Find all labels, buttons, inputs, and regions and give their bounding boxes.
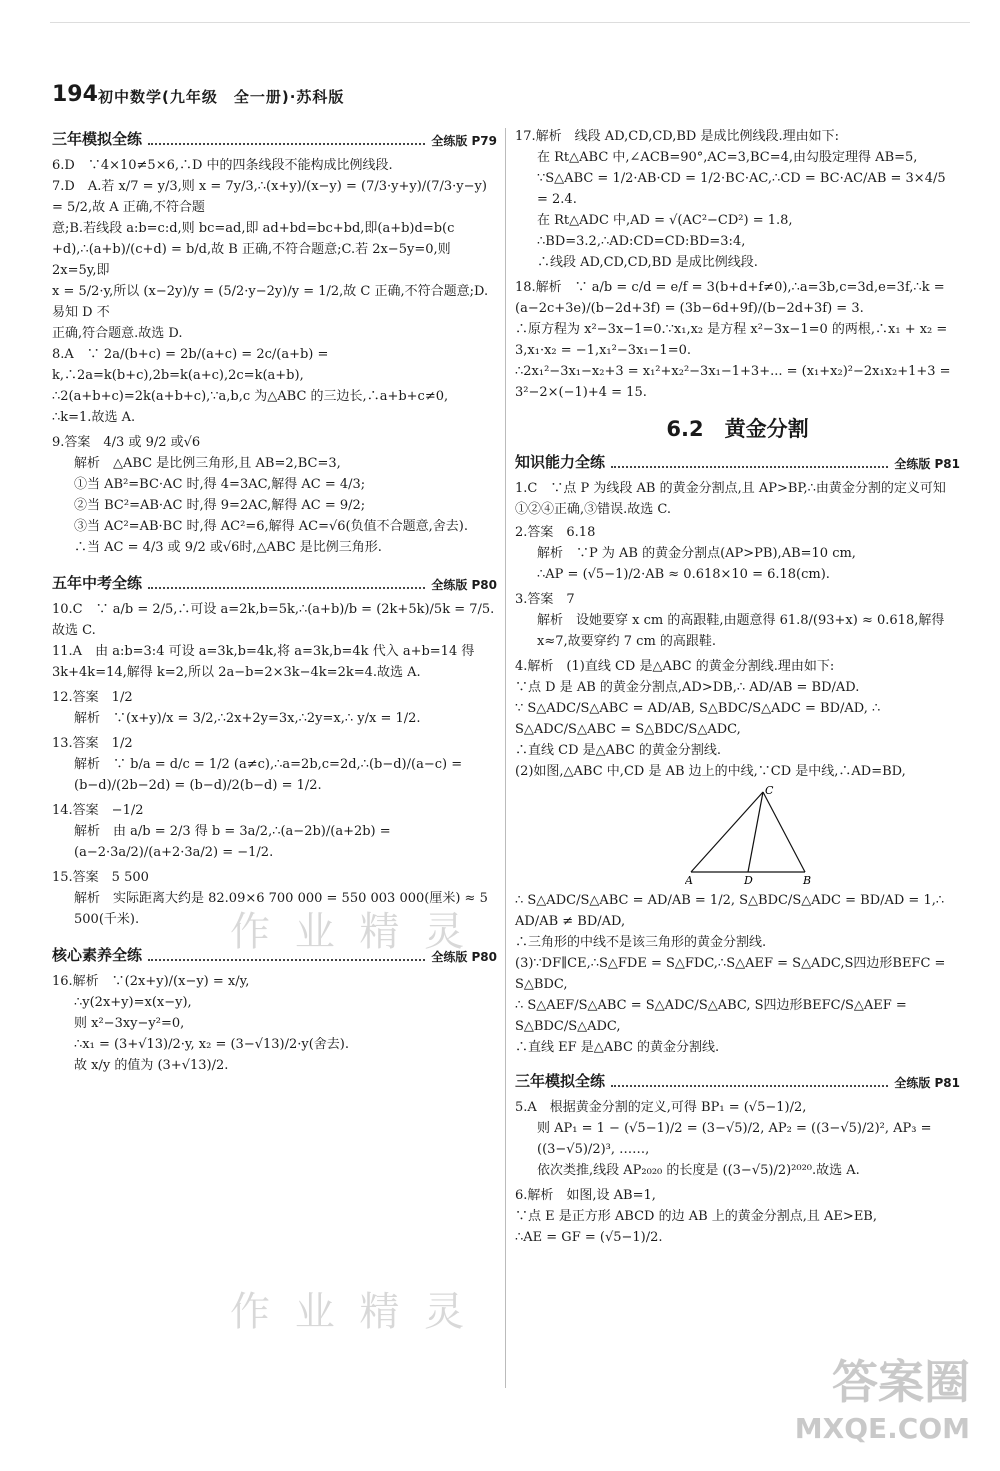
answer-line: 解析 实际距离大约是 82.09×6 700 000 = 550 003 000(厘米) ≈ 5 500(千米).	[74, 891, 488, 927]
answer-line: 在 Rt△ADC 中,AD = √(AC²−CD²) = 1.8,	[537, 213, 793, 228]
vertex-label-d: D	[744, 874, 753, 886]
section-header-zhishi	[515, 451, 960, 472]
answer-line: 3.答案 7	[515, 592, 575, 607]
answer-line: 4.解析 (1)直线 CD 是△ABC 的黄金分割线.理由如下:	[515, 659, 835, 674]
answer-line: 解析 由 a/b = 2/3 得 b = 3a/2,∴(a−2b)/(a+2b) = (a−2·3a/2)/(a+2·3a/2) = −1/2.	[74, 824, 391, 860]
side-bc	[763, 792, 805, 872]
book-title: 初中数学(九年级 全一册)·苏科版	[98, 88, 345, 106]
section-ref: 全练版 P81	[894, 457, 960, 471]
answer-line: ③当 AC²=AB·BC 时,得 AC²=6,解得 AC=√6(负值不合题意,舍去).	[74, 519, 468, 534]
vertex-label-b: B	[803, 874, 812, 886]
answer-line: ∴2x₁²−3x₁−x₂+3 = x₁²+x₂²−3x₁−1+3+... = (x₁+x₂)²−2x₁x₂+1+3 = 3²−2×(−1)+4 = 15.	[515, 364, 951, 400]
answer-line: 则 x²−3xy−y²=0,	[74, 1016, 185, 1031]
dotted-leader	[611, 466, 888, 468]
median-cd	[748, 792, 763, 872]
dotted-leader	[148, 959, 425, 961]
top-rule	[50, 22, 970, 23]
answer-line: 解析 ∵(x+y)/x = 3/2,∴2x+2y=3x,∴2y=x,∴ y/x = 1/2.	[74, 711, 421, 726]
section-header-wunian	[52, 572, 497, 593]
answer-line: ∴原方程为 x²−3x−1=0.∵x₁,x₂ 是方程 x²−3x−1=0 的两根,∴x₁ + x₂ = 3,x₁·x₂ = −1,x₁²−3x₁−1=0.	[515, 322, 948, 358]
answer-line: 17.解析 线段 AD,CD,CD,BD 是成比例线段.理由如下:	[515, 129, 839, 144]
answer-line: 在 Rt△ABC 中,∠ACB=90°,AC=3,BC=4,由勾股定理得 AB=5,	[537, 150, 918, 165]
answer-line: 解析 ∵P 为 AB 的黄金分割点(AP>PB),AB=10 cm,	[537, 546, 856, 561]
dotted-leader	[611, 1085, 888, 1087]
section-ref: 全练版 P80	[431, 578, 497, 592]
section-header-sannian	[52, 128, 497, 149]
answer-line: ②当 BC²=AB·AC 时,得 9=2AC,解得 AC = 9/2;	[74, 498, 366, 513]
watermark: 作 业 精 灵	[230, 909, 471, 955]
answer-line: ∴当 AC = 4/3 或 9/2 或√6时,△ABC 是比例三角形.	[74, 540, 382, 555]
answer-line: 则 AP₁ = 1 − (√5−1)/2 = (3−√5)/2, AP₂ = ((3−√5)/2)², AP₃ = ((3−√5)/2)³, ……,	[537, 1121, 932, 1157]
answer-line: 依次类推,线段 AP₂₀₂₀ 的长度是 ((3−√5)/2)²⁰²⁰.故选 A.	[537, 1163, 860, 1178]
answer-line: ∴AP = (√5−1)/2·AB ≈ 0.618×10 = 6.18(cm).	[537, 567, 830, 582]
answer-line: 8.A ∵ 2a/(b+c) = 2b/(a+c) = 2c/(a+b) = k,∴2a=k(b+c),2b=k(a+c),2c=k(a+b),	[52, 347, 329, 383]
triangle-figure	[685, 786, 815, 886]
answer-line: 12.答案 1/2	[52, 690, 133, 705]
answer-line: +d),∴(a+b)/(c+d) = b/d,故 B 正确,不符合题意;C.若 2x−5y=0,则 2x=5y,即	[52, 242, 451, 278]
answer-line: (3)∵DF∥CE,∴S△FDE = S△FDC,∴S△AEF = S△ADC,S四边形BEFC = S△BDC,	[515, 956, 946, 992]
answer-line: ∴k=1.故选 A.	[52, 410, 136, 425]
answer-line: ∴线段 AD,CD,CD,BD 是成比例线段.	[537, 255, 758, 270]
answer-line: 解析 设她要穿 x cm 的高跟鞋,由题意得 61.8/(93+x) ≈ 0.618,解得 x≈7,故要穿约 7 cm 的高跟鞋.	[537, 613, 945, 649]
section-ref: 全练版 P81	[894, 1076, 960, 1090]
answer-line: 14.答案 −1/2	[52, 803, 144, 818]
answer-line: 1.C ∵点 P 为线段 AB 的黄金分割点,且 AP>BP,∴由黄金分割的定义可知①②④正确,③错误.故选 C.	[515, 481, 946, 517]
answer-line: ∴直线 CD 是△ABC 的黄金分割线.	[515, 743, 722, 758]
answer-line: ∵S△ABC = 1/2·AB·CD = 1/2·BC·AC,∴CD = BC·AC/AB = 3×4/5 = 2.4.	[537, 171, 946, 207]
section-title: 三年模拟全练	[515, 1072, 606, 1090]
corner-logo	[795, 1346, 970, 1445]
side-ac	[691, 792, 763, 872]
answer-line: ∴BD=3.2,∴AD:CD=CD:BD=3:4,	[537, 234, 746, 249]
answer-line: ∴直线 EF 是△ABC 的黄金分割线.	[515, 1040, 720, 1055]
answer-line: 故 x/y 的值为 (3+√13)/2.	[74, 1058, 229, 1073]
chapter-title: 6.2 黄金分割	[666, 417, 809, 441]
answer-line: ∵点 E 是正方形 ABCD 的边 AB 上的黄金分割点,且 AE>EB,	[515, 1209, 877, 1224]
answer-line: 6.D ∵4×10≠5×6,∴D 中的四条线段不能构成比例线段.	[52, 158, 393, 173]
dotted-leader	[148, 587, 425, 589]
right-column	[515, 126, 960, 1248]
answer-line: 16.解析 ∵(2x+y)/(x−y) = x/y,	[52, 974, 250, 989]
answer-line: 15.答案 5 500	[52, 870, 149, 885]
answer-line: 正确,符合题意.故选 D.	[52, 326, 183, 341]
section-title: 知识能力全练	[515, 453, 606, 471]
answer-line: ∴ S△ADC/S△ABC = AD/AB = 1/2, S△BDC/S△ADC = BD/AD = 1,∴ AD/AB ≠ BD/AD,	[515, 893, 945, 929]
answer-line: ∴AE = GF = (√5−1)/2.	[515, 1230, 663, 1245]
answer-line: 解析 △ABC 是比例三角形,且 AB=2,BC=3,	[74, 456, 341, 471]
section-header-sannian-2	[515, 1070, 960, 1091]
answer-line: 13.答案 1/2	[52, 736, 133, 751]
answer-line: (2)如图,△ABC 中,CD 是 AB 边上的中线,∵CD 是中线,∴AD=BD,	[515, 764, 906, 779]
answer-line: ∴y(2x+y)=x(x−y),	[74, 995, 192, 1010]
answer-line: ∴ S△AEF/S△ABC = S△ADC/S△ABC, S四边形BEFC/S△AEF = S△BDC/S△ADC,	[515, 998, 907, 1034]
answer-line: 意;B.若线段 a:b=c:d,则 bc=ad,即 ad+bd=bc+bd,即(a+b)d=b(c	[52, 221, 455, 236]
answer-line: 10.C ∵ a/b = 2/5,∴可设 a=2k,b=5k,∴(a+b)/b = (2k+5k)/5k = 7/5.故选 C.	[52, 602, 495, 638]
section-title: 三年模拟全练	[52, 130, 143, 148]
answer-line: x = 5/2·y,所以 (x−2y)/y = (5/2·y−2y)/y = 1/2,故 C 正确,不符合题意;D.易知 D 不	[52, 284, 489, 320]
vertex-label-a: A	[685, 874, 693, 886]
corner-logo-text: 答案圈	[832, 1355, 970, 1409]
answer-line: 11.A 由 a:b=3:4 可设 a=3k,b=4k,将 a=3k,b=4k 代入 a+b=14 得 3k+4k=14,解得 k=2,所以 2a−b=2×3k−4k=2k=4.故选 A.	[52, 644, 475, 680]
section-title: 五年中考全练	[52, 574, 143, 592]
answer-line: ∵点 D 是 AB 的黄金分割点,AD>DB,∴ AD/AB = BD/AD.	[515, 680, 860, 695]
corner-site-text: MXQE.COM	[794, 1412, 970, 1445]
column-divider	[505, 128, 506, 1388]
answer-line: ∵ S△ADC/S△ABC = AD/AB, S△BDC/S△ADC = BD/AD, ∴ S△ADC/S△ABC = S△BDC/S△ADC,	[515, 701, 881, 737]
answer-line: ①当 AB²=BC·AC 时,得 4=3AC,解得 AC = 4/3;	[74, 477, 366, 492]
answer-line: ∴x₁ = (3+√13)/2·y, x₂ = (3−√13)/2·y(舍去).	[74, 1037, 350, 1052]
answer-line: ∴三角形的中线不是该三角形的黄金分割线.	[515, 935, 767, 950]
section-title: 核心素养全练	[52, 946, 143, 964]
answer-line: 6.解析 如图,设 AB=1,	[515, 1188, 656, 1203]
watermark: 作 业 精 灵	[230, 1289, 471, 1335]
dotted-leader	[148, 143, 425, 145]
answer-line: 2.答案 6.18	[515, 525, 596, 540]
answer-line: 5.A 根据黄金分割的定义,可得 BP₁ = (√5−1)/2,	[515, 1100, 807, 1115]
answer-line: 9.答案 4/3 或 9/2 或√6	[52, 435, 201, 450]
section-ref: 全练版 P79	[431, 134, 497, 148]
section-ref: 全练版 P80	[431, 950, 497, 964]
vertex-label-c: C	[765, 786, 774, 797]
answer-line: 解析 ∵ b/a = d/c = 1/2 (a≠c),∴a=2b,c=2d,∴(b−d)/(a−c) = (b−d)/(2b−2d) = (b−d)/2(b−d) = 1/2.	[74, 757, 463, 793]
answer-line: 18.解析 ∵ a/b = c/d = e/f = 3(b+d+f≠0),∴a=3b,c=3d,e=3f,∴k =	[515, 280, 945, 295]
answer-line: ∴2(a+b+c)=2k(a+b+c),∵a,b,c 为△ABC 的三边长,∴a+b+c≠0,	[52, 389, 449, 404]
answer-line: (a−2c+3e)/(b−2d+3f) = (3b−6d+9f)/(b−2d+3f) = 3.	[515, 301, 864, 316]
page-number: 194	[52, 82, 98, 107]
answer-line: 7.D A.若 x/7 = y/3,则 x = 7y/3,∴(x+y)/(x−y) = (7/3·y+y)/(7/3·y−y) = 5/2,故 A 正确,不符合题	[52, 179, 487, 215]
